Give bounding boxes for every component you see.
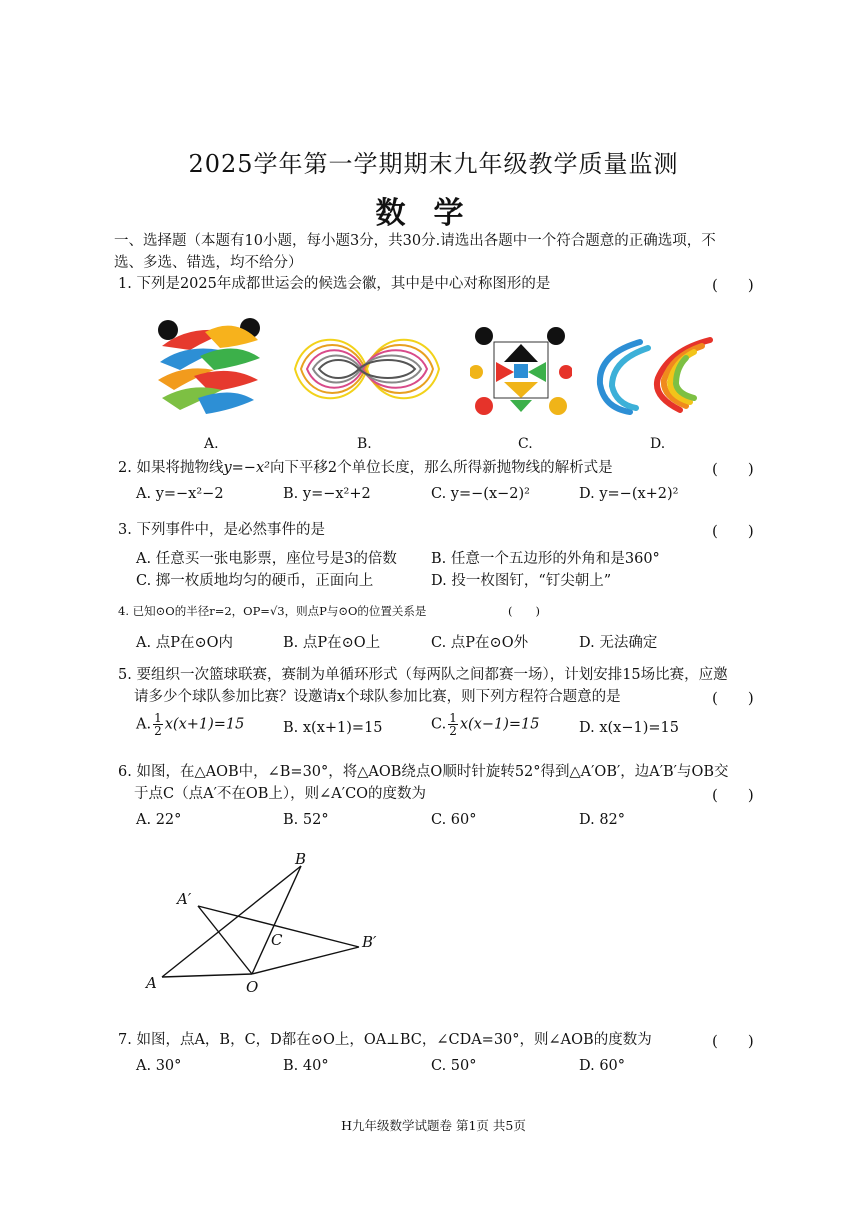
q5-option-a [136, 712, 244, 737]
q7-option-a: A. 30° [136, 1058, 182, 1074]
section-header-line2: 选、多选、错选，均不给分） [114, 255, 303, 271]
logo-b-image [285, 325, 450, 413]
q2-stem-part-a: 2. 如果将抛物线 [118, 460, 224, 476]
q5-option-d: D. x(x−1)=15 [579, 720, 679, 736]
fraction-numerator: 1 [154, 711, 162, 725]
q1-stem: 1. 下列是2025年成都世运会的候选会徽，其中是中心对称图形的是 [118, 276, 551, 292]
q5-option-b: B. x(x+1)=15 [283, 720, 383, 736]
fraction-denominator: 2 [154, 724, 162, 738]
q6-stem-line2: 于点C（点A′不在OB上），则∠A′CO的度数为 [134, 786, 427, 802]
point-A-label: A [146, 974, 157, 992]
q5-option-c [431, 712, 539, 737]
q5-option-c-equation: x(x−1)=15 [459, 716, 540, 733]
q6-option-a: A. 22° [136, 812, 182, 828]
q5-option-c-label: C. [431, 716, 447, 733]
q4-answer-bracket: ( ) [508, 604, 540, 618]
q7-option-c: C. 50° [431, 1058, 477, 1074]
q3-option-d: D. 投一枚图钉，“钉尖朝上” [431, 573, 612, 589]
q7-stem: 7. 如图，点A，B，C，D都在⊙O上，OA⊥BC，∠CDA=30°，则∠AOB的度数为 [118, 1032, 652, 1048]
panda-ear-left [158, 320, 178, 340]
q5-option-a-fraction [153, 712, 163, 737]
fraction-numerator: 1 [449, 711, 457, 725]
q2-option-b: B. y=−x²+2 [283, 486, 371, 502]
q3-stem: 3. 下列事件中，是必然事件的是 [118, 522, 325, 538]
q5-option-a-label: A. [136, 716, 152, 733]
q5-stem-line1: 5. 要组织一次篮球联赛，赛制为单循环形式（每两队之间都赛一场），计划安排15场比赛，应邀 [118, 667, 728, 683]
q1-label-c: C. [518, 436, 533, 452]
segment-OB [252, 866, 301, 974]
segment-OB' [252, 947, 359, 974]
q6-option-c: C. 60° [431, 812, 477, 828]
section-header-line1: 一、选择题（本题有10小题，每小题3分，共30分.请选出各题中一个符合题意的正确选项，不 [114, 233, 716, 249]
q2-stem-expression: y=−x² [223, 460, 270, 476]
q4-option-a: A. 点P在⊙O内 [136, 635, 233, 651]
point-O-label: O [246, 978, 259, 996]
q5-option-c-fraction [448, 712, 458, 737]
q6-option-b: B. 52° [283, 812, 329, 828]
q3-option-a: A. 任意买一张电影票，座位号是3的倍数 [136, 551, 397, 567]
point-B-label: B [295, 850, 307, 868]
point-C-label: C [271, 931, 283, 949]
q7-option-d: D. 60° [579, 1058, 626, 1074]
q2-option-c: C. y=−(x−2)² [431, 486, 530, 502]
q4-option-b: B. 点P在⊙O上 [283, 635, 381, 651]
q1-answer-bracket: ( ) [712, 276, 754, 294]
fraction-denominator: 2 [449, 724, 457, 738]
q3-answer-bracket: ( ) [712, 522, 754, 540]
q7-option-b: B. 40° [283, 1058, 329, 1074]
paper-title: 2025学年第一学期期末九年级教学质量监测 [188, 150, 679, 178]
q2-stem-part-b: 向下平移2个单位长度，那么所得新抛物线的解析式是 [269, 460, 613, 476]
logo-c-image [470, 322, 572, 420]
q7-answer-bracket: ( ) [712, 1032, 754, 1050]
q2-option-a: A. y=−x²−2 [136, 486, 224, 502]
q6-answer-bracket: ( ) [712, 786, 754, 804]
q4-option-d: D. 无法确定 [579, 635, 658, 651]
q5-option-a-equation: x(x+1)=15 [164, 716, 245, 733]
q3-option-b: B. 任意一个五边形的外角和是360° [431, 551, 660, 567]
segment-A'O [198, 906, 252, 974]
q4-option-c: C. 点P在⊙O外 [431, 635, 529, 651]
q6-option-d: D. 82° [579, 812, 626, 828]
q3-option-c: C. 掷一枚质地均匀的硬币，正面向上 [136, 573, 374, 589]
subject-title: 数学 [375, 196, 492, 231]
q2-answer-bracket: ( ) [712, 460, 754, 478]
q2-option-d: D. y=−(x+2)² [579, 486, 679, 502]
page-footer: H九年级数学试题卷 第1页 共5页 [341, 1118, 526, 1133]
q5-answer-bracket: ( ) [712, 689, 754, 707]
q6-stem-line1: 6. 如图，在△AOB中，∠B=30°，将△AOB绕点O顺时针旋转52°得到△A′OB′，边A′B′与OB交 [118, 764, 729, 780]
segment-AO [162, 974, 252, 977]
q4-stem: 4. 已知⊙O的半径r=2，OP=√3，则点P与⊙O的位置关系是 [118, 604, 427, 618]
q1-label-d: D. [650, 436, 666, 452]
segment-AB [162, 866, 301, 977]
q5-stem-line2: 请多少个球队参加比赛？设邀请x个球队参加比赛，则下列方程符合题意的是 [134, 689, 621, 705]
logo-a-image [150, 310, 265, 422]
q1-label-a: A. [204, 436, 219, 452]
q2-stem [118, 458, 613, 478]
point-A-prime-label: A′ [177, 890, 192, 908]
logo-d-image [590, 334, 720, 416]
point-B-prime-label: B′ [362, 933, 377, 951]
q1-label-b: B. [357, 436, 372, 452]
q6-triangle-figure [140, 850, 390, 1000]
